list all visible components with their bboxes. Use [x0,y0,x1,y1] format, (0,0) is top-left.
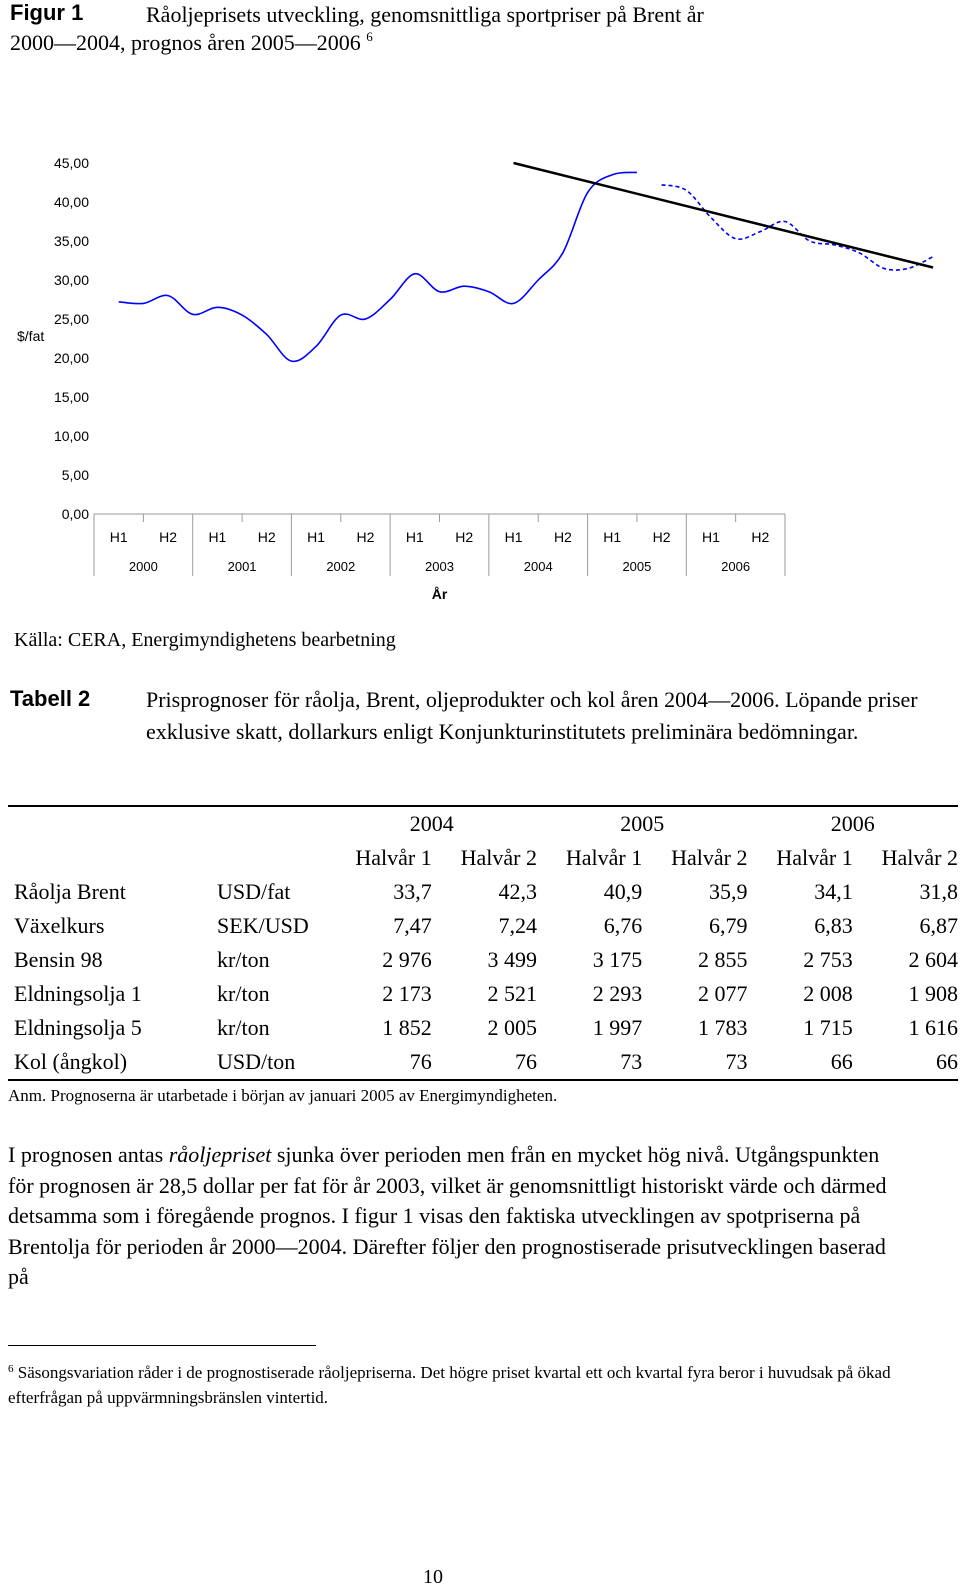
year-label: 2000 [128,559,158,574]
y-axis-label: $/fat [17,328,45,345]
half-header: Halvår 2 [460,845,537,870]
half-header: Halvår 1 [355,845,432,870]
year-header-row [8,806,958,841]
value-cell: 1 616 [908,1015,958,1040]
figure-footnote-ref: 6 [366,29,373,44]
half-header: Halvår 2 [671,845,748,870]
x-tick-label: H1 [603,529,622,545]
value-cell: 2 521 [487,981,537,1006]
table-label: Tabell 2 [10,686,91,711]
x-tick-label: H2 [455,529,474,545]
x-tick-label: H1 [405,529,424,545]
value-cell: 2 855 [697,947,748,972]
y-tick-label: 30,00 [53,272,89,288]
footnote [8,1357,908,1410]
y-tick-label: 45,00 [53,155,89,171]
value-cell: 6,87 [919,913,958,938]
body-text-rest: sjunka över perioden men från en mycket hög nivå. Utgångspunkten för prognosen är 28,5 dollar per fat för år 2003, vilket är genomsnittligt historiskt värde och därmed detsamma som i föregående prognos. I figur 1 visas den faktiska utvecklingen av spotpriserna på Brentolja för perioden år 2000—2004. Därefter följer den prognostiserade prisutvecklingen baserad på [8,1142,887,1289]
product-cell: Kol (ångkol) [8,1045,217,1080]
oil-price-chart [0,150,960,610]
value-cell: 3 499 [487,947,537,972]
year-header-2005: 2005 [537,806,747,841]
figure-title-line2 [10,29,373,56]
year-header-2004: 2004 [327,806,537,841]
trend-line [514,163,934,268]
y-tick-label: 10,00 [53,428,89,444]
table-row [8,1011,958,1045]
y-tick-label: 0,00 [61,506,89,522]
value-cell: 73 [642,1045,747,1080]
value-cell: 2 293 [592,981,643,1006]
value-cell: 66 [747,1045,852,1080]
half-header: Halvår 1 [776,845,853,870]
x-tick-label: H2 [553,529,572,545]
x-tick-label: H1 [208,529,227,545]
year-label: 2006 [721,559,751,574]
y-tick-label: 5,00 [61,467,89,483]
year-label: 2002 [326,559,356,574]
value-cell: 1 908 [908,981,958,1006]
x-tick-label: H1 [504,529,523,545]
x-tick-label: H2 [751,529,770,545]
product-cell: Råolja Brent [14,879,126,904]
x-axis-label: År [431,586,448,602]
value-cell: 35,9 [708,879,748,904]
unit-cell: kr/ton [217,981,270,1006]
x-tick-label: H2 [356,529,375,545]
table-row [8,977,958,1011]
x-tick-label: H1 [109,529,128,545]
value-cell: 7,47 [393,913,432,938]
year-label: 2005 [622,559,652,574]
value-cell: 2 173 [382,981,432,1006]
value-cell: 6,83 [814,913,853,938]
footnote-text: Säsongsvariation råder i de prognostiserade råoljepriserna. Det högre priset kvartal ett och kvartal fyra beror i huvudsak på ökad efterfrågan på uppvärmningsbränslen vintertid. [8,1363,891,1407]
value-cell: 76 [432,1045,537,1080]
y-tick-label: 35,00 [53,233,89,249]
unit-cell: SEK/USD [217,913,309,938]
page-number: 10 [423,1566,443,1588]
unit-cell: USD/ton [217,1045,327,1080]
value-cell: 73 [537,1045,642,1080]
product-cell: Bensin 98 [14,947,103,972]
half-header: Halvår 2 [881,845,958,870]
year-label: 2003 [425,559,454,574]
product-cell: Eldningsolja 5 [14,1015,142,1040]
x-tick-label: H1 [702,529,720,545]
table-caption: Prisprognoser för råolja, Brent, oljeprodukter och kol åren 2004—2006. Löpande priser exklusive skatt, dollarkurs enligt Konjunkturinstitutets preliminära bedömningar. [146,687,918,744]
unit-cell: kr/ton [217,947,270,972]
body-text-start: I prognosen antas [8,1142,169,1167]
value-cell: 1 783 [697,1015,748,1040]
unit-cell: kr/ton [217,1015,270,1040]
value-cell: 2 753 [803,947,853,972]
half-header-row [8,841,958,875]
body-text-emphasis: råoljepriset [168,1142,272,1167]
y-tick-label: 20,00 [53,350,89,366]
value-cell: 1 997 [592,1015,643,1040]
year-label: 2004 [523,559,553,574]
product-cell: Eldningsolja 1 [14,981,142,1006]
value-cell: 1 715 [803,1015,853,1040]
y-tick-label: 25,00 [53,311,89,327]
value-cell: 2 008 [803,981,853,1006]
value-cell: 2 005 [487,1015,537,1040]
y-tick-label: 15,00 [53,389,89,405]
footnote-number: 6 [8,1363,14,1375]
value-cell: 40,9 [603,879,643,904]
x-tick-label: H1 [307,529,326,545]
value-cell: 6,79 [708,913,748,938]
figure-title: Råoljeprisets utveckling, genomsnittliga sportpriser på Brent år [146,2,704,27]
x-tick-label: H2 [257,529,276,545]
table-row [8,943,958,977]
value-cell: 2 604 [908,947,958,972]
value-cell: 34,1 [814,879,853,904]
half-header: Halvår 1 [565,845,643,870]
table-row [8,909,958,943]
figure-label: Figur 1 [10,0,84,25]
footnote-divider [8,1345,316,1346]
value-cell: 6,76 [603,913,643,938]
table-row [8,1045,958,1080]
table-note: Anm. Prognoserna är utarbetade i början av januari 2005 av Energimyndigheten. [8,1086,558,1105]
figure-title-years: 2000—2004, prognos åren 2005—2006 [10,30,361,55]
value-cell: 76 [327,1045,432,1080]
body-paragraph [8,1140,908,1293]
value-cell: 2 077 [697,981,748,1006]
source-note: Källa: CERA, Energimyndighetens bearbetning [14,629,396,651]
x-tick-label: H2 [652,529,671,545]
value-cell: 31,8 [919,879,958,904]
unit-cell: USD/fat [217,879,291,904]
actual-series-line [119,172,637,361]
y-tick-label: 40,00 [53,194,89,210]
value-cell: 7,24 [498,913,537,938]
value-cell: 1 852 [382,1015,432,1040]
product-cell: Växelkurs [14,913,105,938]
table-row [8,875,958,909]
price-forecast-table [8,805,958,1081]
value-cell: 66 [853,1045,958,1080]
value-cell: 33,7 [393,879,432,904]
value-cell: 2 976 [382,947,432,972]
x-tick-label: H2 [159,529,177,545]
year-label: 2001 [227,559,257,574]
year-header-2006: 2006 [747,806,958,841]
value-cell: 42,3 [498,879,537,904]
value-cell: 3 175 [592,947,643,972]
